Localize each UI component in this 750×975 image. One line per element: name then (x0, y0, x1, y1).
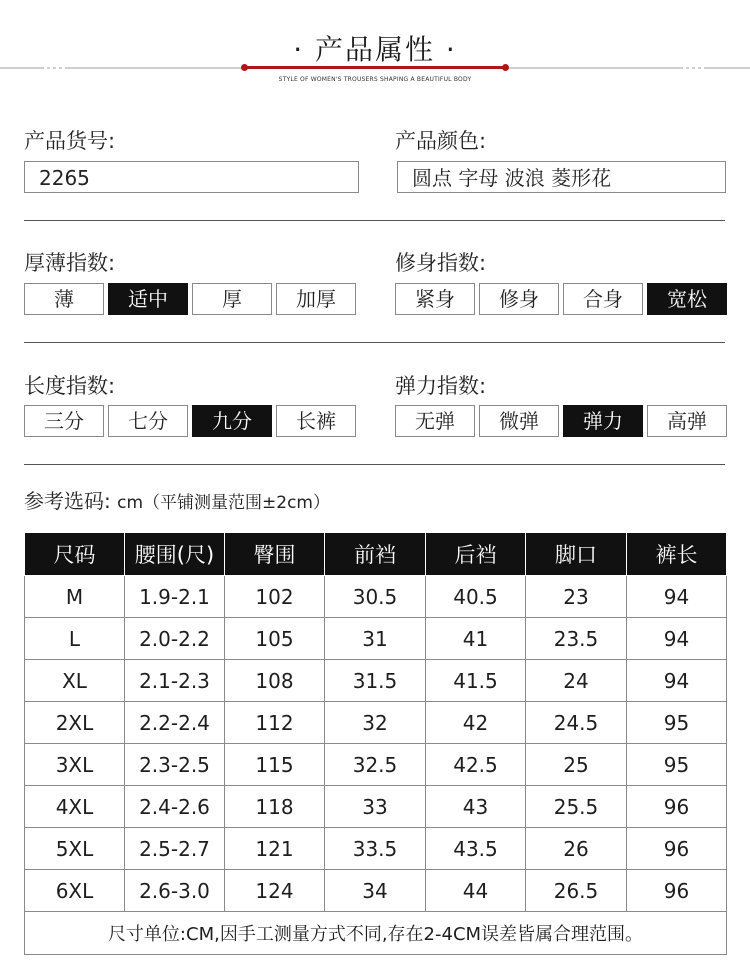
thickness-option: 厚 (192, 283, 272, 315)
table-cell: 2XL (25, 702, 125, 744)
table-cell: 118 (225, 786, 325, 828)
length-option: 七分 (108, 405, 188, 437)
column-header: 后裆 (426, 533, 526, 576)
table-cell: 43.5 (426, 828, 526, 870)
length-option: 九分 (192, 405, 272, 437)
table-cell: 2.2-2.4 (125, 702, 225, 744)
page-subtitle: STYLE OF WOMEN'S TROUSERS SHAPING A BEAUTIFUL BODY (278, 76, 472, 83)
fit-label: 修身指数: (395, 251, 487, 275)
table-cell: 2.4-2.6 (125, 786, 225, 828)
table-cell: 26.5 (526, 870, 627, 912)
column-header: 臀围 (225, 533, 325, 576)
stretch-option: 无弹 (395, 405, 475, 437)
table-cell: 115 (225, 744, 325, 786)
divider (24, 464, 725, 465)
product-color-label: 产品颜色: (395, 129, 487, 153)
length-option: 长裤 (276, 405, 356, 437)
table-cell: 95 (627, 744, 727, 786)
size-reference (24, 485, 330, 514)
length-label: 长度指数: (24, 374, 116, 398)
size-table (24, 532, 727, 955)
table-cell: 96 (627, 870, 727, 912)
table-cell: 34 (325, 870, 426, 912)
table-cell: 23.5 (526, 618, 627, 660)
table-cell: 5XL (25, 828, 125, 870)
table-cell: 32.5 (325, 744, 426, 786)
size-reference-unit-note: cm（平铺测量范围±2cm） (117, 493, 330, 513)
column-header: 尺码 (25, 533, 125, 576)
table-cell: 108 (225, 660, 325, 702)
table-cell: 23 (526, 576, 627, 618)
table-cell: 24.5 (526, 702, 627, 744)
length-option: 三分 (24, 405, 104, 437)
stretch-option: 高弹 (647, 405, 727, 437)
length-options (24, 405, 356, 437)
table-cell: 3XL (25, 744, 125, 786)
product-color-value: 圆点 字母 波浪 菱形花 (397, 161, 726, 193)
table-cell: 33.5 (325, 828, 426, 870)
table-cell: 40.5 (426, 576, 526, 618)
table-row (25, 744, 727, 786)
table-cell: 95 (627, 702, 727, 744)
fit-option: 修身 (479, 283, 559, 315)
table-row (25, 618, 727, 660)
column-header: 裤长 (627, 533, 727, 576)
product-no-label: 产品货号: (24, 129, 116, 153)
thickness-option: 适中 (108, 283, 188, 315)
column-header: 腰围(尺) (125, 533, 225, 576)
thickness-options (24, 283, 356, 315)
thickness-option: 薄 (24, 283, 104, 315)
table-cell: XL (25, 660, 125, 702)
table-cell: 2.5-2.7 (125, 828, 225, 870)
table-cell: 26 (526, 828, 627, 870)
table-cell: 2.3-2.5 (125, 744, 225, 786)
table-cell: 42.5 (426, 744, 526, 786)
table-cell: 124 (225, 870, 325, 912)
size-table-footnote: 尺寸单位:CM,因手工测量方式不同,存在2-4CM误差皆属合理范围。 (25, 912, 727, 955)
table-cell: 94 (627, 576, 727, 618)
table-cell: M (25, 576, 125, 618)
column-header: 脚口 (526, 533, 627, 576)
table-cell: 96 (627, 786, 727, 828)
table-cell: 96 (627, 828, 727, 870)
divider (24, 342, 725, 343)
table-cell: 1.9-2.1 (125, 576, 225, 618)
stretch-options (395, 405, 727, 437)
table-cell: 2.1-2.3 (125, 660, 225, 702)
table-cell: 121 (225, 828, 325, 870)
table-cell: 94 (627, 660, 727, 702)
table-row (25, 828, 727, 870)
table-cell: 43 (426, 786, 526, 828)
table-cell: 41 (426, 618, 526, 660)
table-row (25, 786, 727, 828)
table-cell: 44 (426, 870, 526, 912)
table-cell: 32 (325, 702, 426, 744)
fit-option: 宽松 (647, 283, 727, 315)
table-cell: 24 (526, 660, 627, 702)
table-cell: 105 (225, 618, 325, 660)
table-cell: 94 (627, 618, 727, 660)
table-cell: 30.5 (325, 576, 426, 618)
table-row (25, 576, 727, 618)
table-cell: 102 (225, 576, 325, 618)
stretch-option: 微弹 (479, 405, 559, 437)
fit-option: 紧身 (395, 283, 475, 315)
table-cell: 31 (325, 618, 426, 660)
table-cell: 33 (325, 786, 426, 828)
thickness-option: 加厚 (276, 283, 356, 315)
fit-option: 合身 (563, 283, 643, 315)
size-table-header-row (25, 533, 727, 576)
table-cell: 31.5 (325, 660, 426, 702)
table-cell: 4XL (25, 786, 125, 828)
table-cell: L (25, 618, 125, 660)
table-cell: 2.0-2.2 (125, 618, 225, 660)
table-row (25, 870, 727, 912)
stretch-label: 弹力指数: (395, 374, 487, 398)
fit-options (395, 283, 727, 315)
stretch-option: 弹力 (563, 405, 643, 437)
table-cell: 25.5 (526, 786, 627, 828)
table-cell: 6XL (25, 870, 125, 912)
size-table-footer-row (25, 912, 727, 955)
divider (24, 220, 725, 221)
page-title: · 产品属性 · (293, 33, 457, 66)
table-row (25, 702, 727, 744)
table-cell: 25 (526, 744, 627, 786)
table-cell: 112 (225, 702, 325, 744)
table-row (25, 660, 727, 702)
product-no-value: 2265 (24, 161, 359, 193)
table-cell: 41.5 (426, 660, 526, 702)
column-header: 前裆 (325, 533, 426, 576)
table-cell: 42 (426, 702, 526, 744)
table-cell: 2.6-3.0 (125, 870, 225, 912)
size-reference-label: 参考选码: (24, 489, 111, 513)
thickness-label: 厚薄指数: (24, 251, 116, 275)
